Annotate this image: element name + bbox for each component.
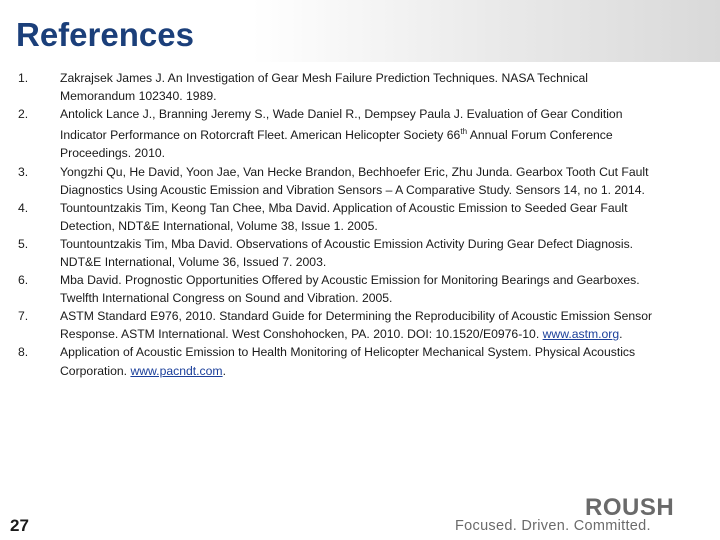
reference-item — [18, 307, 668, 343]
logo-word: ROUSH — [585, 494, 675, 521]
reference-item — [18, 235, 668, 271]
roush-logo — [455, 494, 700, 534]
reference-item — [18, 105, 668, 162]
reference-text — [60, 343, 660, 379]
reference-item — [18, 69, 668, 105]
reference-list — [18, 69, 668, 380]
reference-text-part: . — [619, 327, 623, 342]
reference-number: 7. — [18, 309, 29, 324]
reference-number: 4. — [18, 200, 29, 215]
reference-text — [60, 307, 660, 343]
reference-item — [18, 199, 668, 235]
logo-tagline: Focused. Driven. Committed. — [455, 518, 651, 534]
reference-text: Mba David. Prognostic Opportunities Offered by Acoustic Emission for Monitoring Bearings and Gearboxes. Twelfth International Congress on Sound and Vibration. 2005. — [60, 273, 640, 306]
reference-text-part: ASTM Standard E976, 2010. Standard Guide for Determining the Reproducibility of Acoustic Emission Sensor Response. ASTM International. West Conshohocken, PA. 2010. DOI: 10.1520/E0976-10. — [60, 309, 653, 342]
reference-item — [18, 271, 668, 307]
reference-number: 6. — [18, 273, 29, 288]
reference-text-part: Application of Acoustic Emission to Health Monitoring of Helicopter Mechanical System. Physical Acoustics Corporation. — [60, 345, 636, 378]
reference-text-part: Annual Forum Conference Proceedings. 2010. — [60, 128, 613, 161]
reference-text-part: Antolick Lance J., Branning Jeremy S., Wade Daniel R., Dempsey Paula J. Evaluation of Gear Condition Indicator Performance on Rotorcraft Fleet. American Helicopter Society 66 — [60, 107, 623, 143]
reference-item — [18, 343, 668, 379]
pacndt-link[interactable]: www.pacndt.com — [130, 363, 223, 378]
reference-number: 3. — [18, 164, 29, 179]
page-number: 27 — [10, 516, 29, 535]
slide-title: References — [16, 16, 194, 53]
reference-item — [18, 163, 668, 199]
reference-text — [60, 105, 660, 162]
reference-text: Tountountzakis Tim, Mba David. Observations of Acoustic Emission Activity During Gear Defect Diagnosis. NDT&E International, Volume 36, Issued 7. 2003. — [60, 236, 634, 269]
reference-number: 2. — [18, 107, 29, 122]
reference-number: 8. — [18, 345, 29, 360]
reference-text: Tountountzakis Tim, Keong Tan Chee, Mba David. Application of Acoustic Emission to Seeded Gear Fault Detection, NDT&E International, Volume 38, Issue 1. 2005. — [60, 200, 628, 233]
reference-text-part: . — [222, 363, 226, 378]
reference-superscript: th — [460, 127, 468, 137]
reference-text: Zakrajsek James J. An Investigation of Gear Mesh Failure Prediction Techniques. NASA Technical Memorandum 102340. 1989. — [60, 71, 588, 104]
reference-number: 5. — [18, 236, 29, 251]
astm-link[interactable]: www.astm.org — [542, 327, 620, 342]
reference-number: 1. — [18, 71, 29, 85]
reference-text: Yongzhi Qu, He David, Yoon Jae, Van Hecke Brandon, Bechhoefer Eric, Zhu Junda. Gearbox Tooth Cut Fault Diagnostics Using Acoustic Emission and Vibration Sensors – A Comparative Study. Sensors 14, no 1. 2014. — [60, 164, 649, 197]
